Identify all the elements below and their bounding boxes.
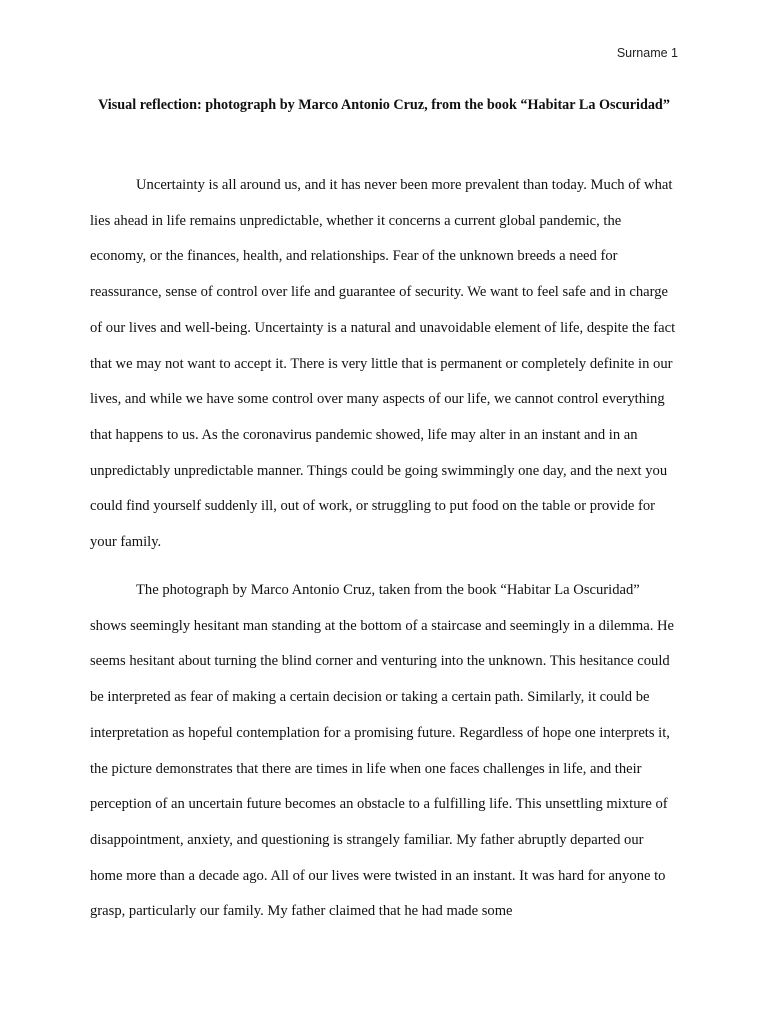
- running-head: Surname 1: [616, 46, 678, 60]
- body-paragraph-1: Uncertainty is all around us, and it has never been more prevalent than today. Much of what lies ahead in life remains unpredictable, whether it concerns a current global pandemic, the economy, or the finances, health, and relationships. Fear of the unknown breeds a need for reassurance, sense of control over life and guarantee of security. We want to feel safe and in charge of our lives and well-being. Uncertainty is a natural and unavoidable element of life, despite the fact that we may not want to accept it. There is very little that is permanent or completely definite in our lives, and while we have some control over many aspects of our life, we cannot control everything that happens to us. As the coronavirus pandemic showed, life may alter in an instant and in an unpredictably unpredictable manner. Things could be going swimmingly one day, and the next you could find yourself suddenly ill, out of work, or struggling to put food on the table or provide for your family.: [90, 177, 676, 551]
- body-paragraph-2: The photograph by Marco Antonio Cruz, taken from the book “Habitar La Oscuridad” shows seemingly hesitant man standing at the bottom of a staircase and seemingly in a dilemma. He seems hesitant about turning the blind corner and venturing into the unknown. This hesitance could be interpreted as fear of making a certain decision or taking a certain path. Similarly, it could be interpretation as hopeful contemplation for a promising future. Regardless of hope one interprets it, the picture demonstrates that there are times in life when one faces challenges in life, and their perception of an uncertain future becomes an obstacle to a fulfilling life. This unsettling mixture of disappointment, anxiety, and questioning is strangely familiar. My father abruptly departed our home more than a decade ago. All of our lives were twisted in an instant. It was hard for anyone to grasp, particularly our family. My father claimed that he had made some: [90, 582, 675, 920]
- document-title: Visual reflection: photograph by Marco Antonio Cruz, from the book “Habitar La Oscuridad”: [98, 97, 670, 113]
